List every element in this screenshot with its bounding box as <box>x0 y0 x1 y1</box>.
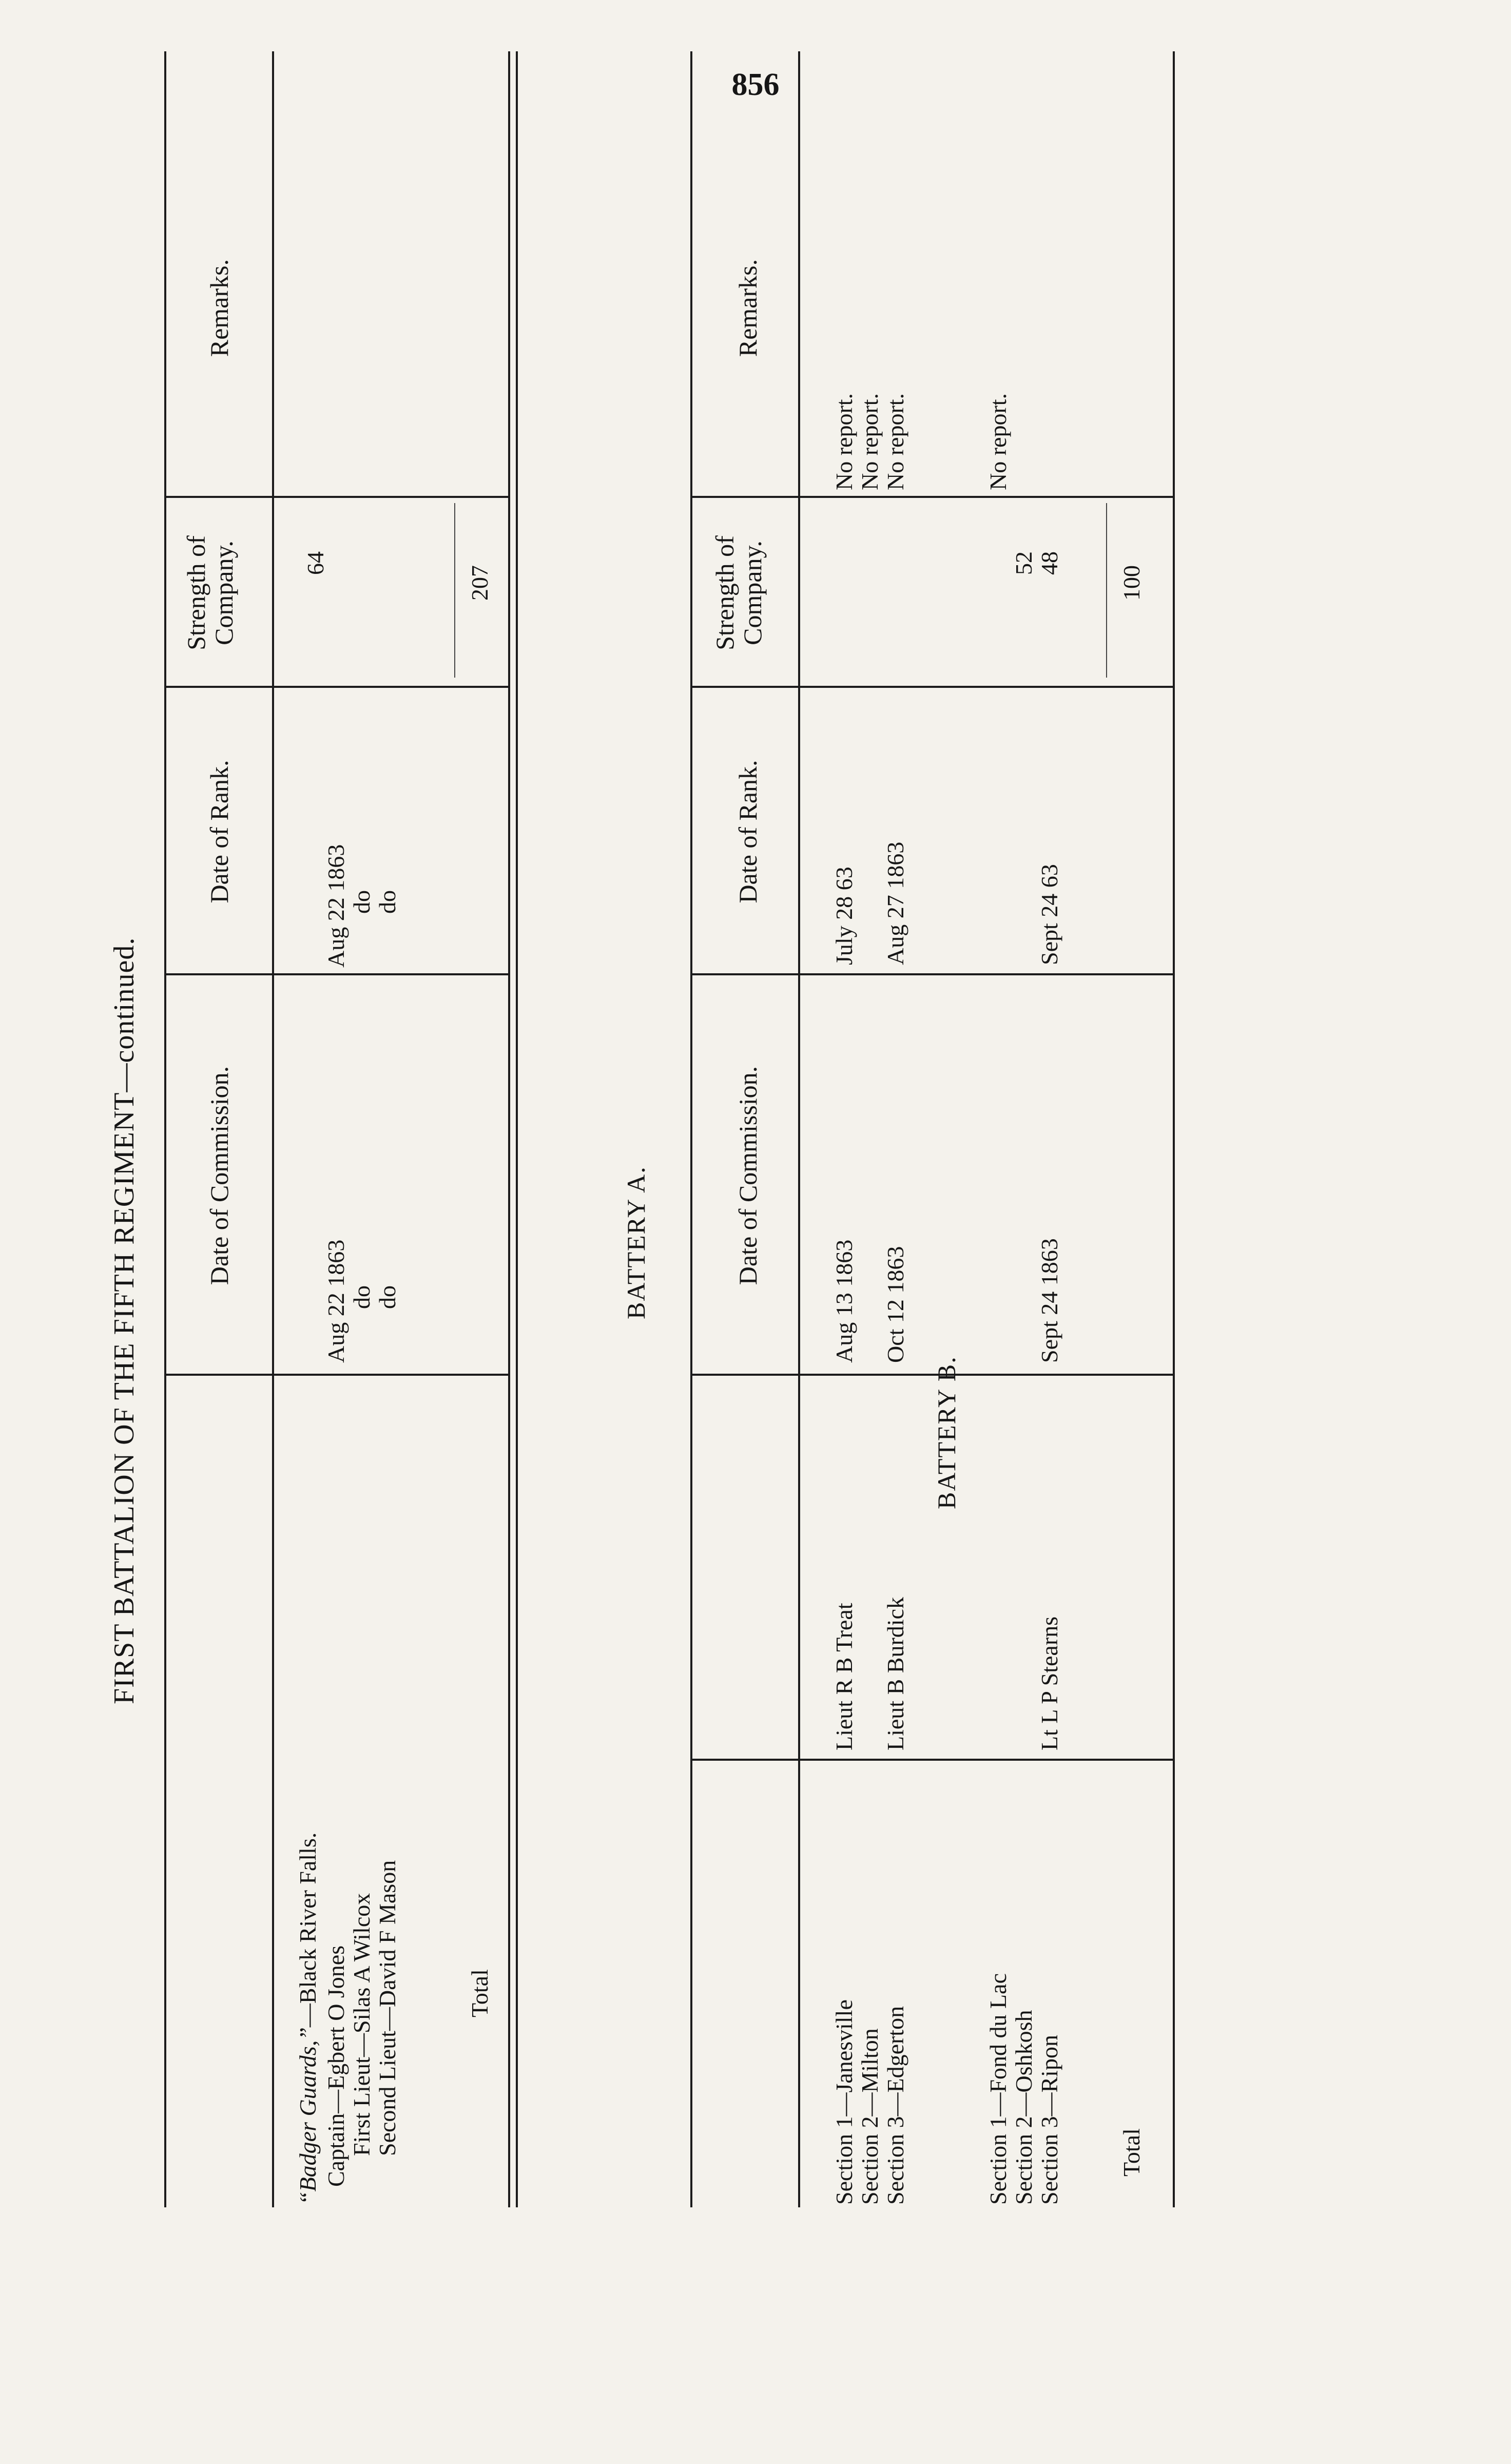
table1-col-divider-3 <box>164 686 508 688</box>
company-row-second-lieut-rank: do <box>374 890 400 914</box>
table2-header-rank: Date of Rank. <box>733 760 762 903</box>
battery-b-row-2-section: Section 2—Oshkosh <box>1011 2010 1037 2205</box>
table1-header-rule <box>272 51 274 2207</box>
battery-b-row-3-officer: Lt L P Stearns <box>1036 1616 1062 1750</box>
table2-col-divider-0 <box>690 1759 1173 1761</box>
company-row-captain-rank: Aug 22 1863 <box>323 844 349 968</box>
header-strength: Strength of Company. <box>182 535 238 650</box>
battery-a-row-2-remarks: No report. <box>857 393 883 490</box>
company-row-captain-commission: Aug 22 1863 <box>323 1239 349 1363</box>
table-title: FIRST BATTALION OF THE FIFTH REGIMENT—continued. <box>108 937 140 1704</box>
battery-a-row-1-rank: July 28 63 <box>831 867 857 965</box>
battery-a-row-1-section: Section 1—Janesville <box>831 1999 857 2205</box>
table1-bottom-rule-2 <box>516 51 518 2207</box>
table2-col-divider-4 <box>690 496 1173 498</box>
battery-b-row-3-section: Section 3—Ripon <box>1036 2035 1062 2205</box>
company-row-captain-strength: 64 <box>302 551 328 575</box>
table2-header-strength: Strength of Company. <box>710 535 767 650</box>
battery-b-row-3-strength: 48 <box>1036 551 1062 575</box>
battery-b-row-2-strength: 52 <box>1011 551 1037 575</box>
battery-a-row-1-remarks: No report. <box>831 393 857 490</box>
table2-top-rule <box>690 51 692 2207</box>
table2-header-commission: Date of Commission. <box>733 1066 762 1285</box>
battery-b-row-1-remarks: No report. <box>985 393 1011 490</box>
battery-a-row-1-officer: Lieut R B Treat <box>831 1603 857 1750</box>
table1-bottom-rule <box>508 51 510 2207</box>
header-rank: Date of Rank. <box>205 760 234 903</box>
header-commission: Date of Commission. <box>205 1066 234 1285</box>
battery-a-title: BATTERY A. <box>622 1166 650 1319</box>
company-row-first-lieut-commission: do <box>348 1285 375 1309</box>
battery-b-title: BATTERY B. <box>932 1356 961 1509</box>
table1-col-divider-2 <box>164 973 508 975</box>
company-row-captain-name: Captain—Egbert O Jones <box>323 1945 349 2187</box>
table1-col-divider-1 <box>164 1374 508 1376</box>
battery-a-row-3-remarks: No report. <box>882 393 908 490</box>
company-row-first-lieut-name: First Lieut—Silas A Wilcox <box>348 1893 375 2156</box>
battery-a-row-1-commission: Aug 13 1863 <box>831 1239 857 1363</box>
battery-b-total-value: 100 <box>1118 565 1145 601</box>
battery-a-row-3-commission: Oct 12 1863 <box>882 1246 908 1363</box>
company-total-rule <box>454 503 455 678</box>
battery-a-row-2-section: Section 2—Milton <box>857 2028 883 2205</box>
table1-top-rule <box>164 51 166 2207</box>
table2-col-divider-3 <box>690 686 1173 688</box>
company-name: “Badger Guards,”—Black River Falls. <box>295 1832 321 2205</box>
battery-a-row-3-section: Section 3—Edgerton <box>882 2006 908 2205</box>
table2-col-divider-2 <box>690 973 1173 975</box>
company-total-label: Total <box>467 1969 493 2017</box>
header-remarks: Remarks. <box>205 259 234 357</box>
page-number: 856 <box>731 67 780 102</box>
battery-b-row-3-rank: Sept 24 63 <box>1036 864 1062 965</box>
company-row-first-lieut-rank: do <box>348 890 375 914</box>
company-total-value: 207 <box>467 565 493 601</box>
table2-bottom-rule <box>1173 51 1175 2207</box>
battery-b-total-label: Total <box>1118 2128 1145 2177</box>
company-row-second-lieut-commission: do <box>374 1285 400 1309</box>
battery-b-row-3-commission: Sept 24 1863 <box>1036 1238 1062 1363</box>
battery-b-row-1-section: Section 1—Fond du Lac <box>985 1973 1011 2205</box>
table2-header-rule <box>798 51 800 2207</box>
battery-b-total-rule <box>1106 503 1107 678</box>
battery-a-row-3-officer: Lieut B Burdick <box>882 1597 908 1750</box>
company-row-second-lieut-name: Second Lieut—David F Mason <box>374 1860 400 2156</box>
table1-col-divider-4 <box>164 496 508 498</box>
table2-header-remarks: Remarks. <box>733 259 762 357</box>
battery-a-row-3-rank: Aug 27 1863 <box>882 841 908 965</box>
